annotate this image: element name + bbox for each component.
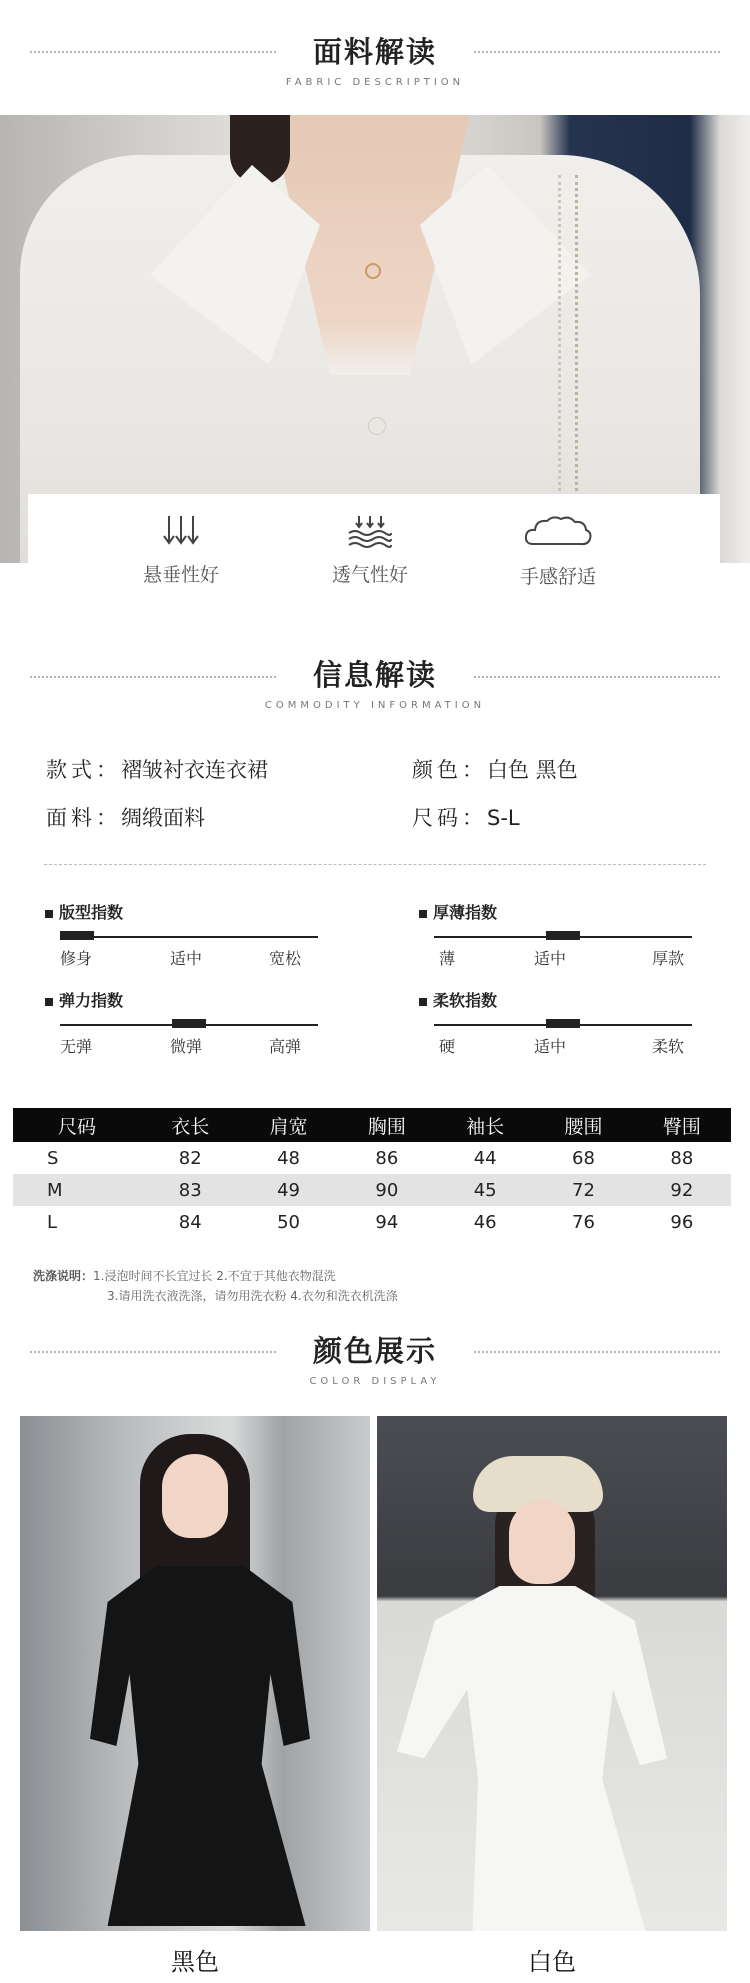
size-cell: 83 [141,1174,239,1206]
necklace-pendant [365,263,381,279]
size-cell: 76 [572,1211,595,1233]
face-shape [162,1454,228,1538]
wave-breathable-icon [347,514,393,548]
square-bullet-icon [45,910,53,918]
size-cell: 82 [178,1147,202,1169]
index-bar [434,936,692,938]
size-cell: 44 [473,1147,497,1169]
info-fabric-value: 绸缎面料 [121,806,205,830]
index-options [45,1034,335,1054]
color-section-title [0,1329,750,1387]
fabric-title-en: FABRIC DESCRIPTION [285,77,465,88]
dress-shape [397,1586,667,1931]
size-cell: 94 [375,1211,399,1233]
info-size [412,802,520,832]
size-cell: 46 [473,1211,497,1233]
info-title-zh: 信息解读 [312,658,437,692]
info-color-key: 颜色： [412,758,487,782]
size-cell: 68 [572,1147,595,1169]
care-key: 洗涤说明： [33,1269,94,1283]
size-header-cell: 臀围 [633,1108,731,1142]
index-option: 厚款 [652,949,685,968]
size-header-cell: 腰围 [534,1108,632,1142]
index-marker [172,1019,206,1028]
cloud-soft-icon [523,514,593,550]
index-option: 硬 [439,1037,456,1056]
info-section-title [0,653,750,711]
index-title [45,988,335,1011]
info-color [412,754,578,784]
care-instructions [33,1266,398,1306]
size-cell: M [13,1174,141,1206]
face-shape [509,1500,575,1584]
feature-label: 透气性好 [331,564,408,586]
index-bar [60,1024,318,1026]
index-options [419,1034,709,1054]
size-header-cell: 尺码 [13,1108,141,1142]
size-cell: 96 [670,1211,694,1233]
square-bullet-icon [45,998,53,1006]
dress-shape [90,1566,310,1926]
index-options [419,946,709,966]
size-cell: 72 [534,1174,632,1206]
index-fit [45,900,335,966]
size-cell: 90 [338,1174,436,1206]
size-table-header [13,1108,731,1142]
info-fabric-key: 面料： [46,806,121,830]
info-divider [44,864,706,865]
size-cell: 92 [633,1174,731,1206]
index-title-text: 厚薄指数 [433,903,498,922]
index-marker [546,1019,580,1028]
feature-label: 悬垂性好 [142,564,219,586]
size-cell: 49 [239,1174,337,1206]
index-title [419,988,709,1011]
size-cell: S [47,1147,59,1169]
info-fabric [46,802,205,832]
index-option: 无弹 [60,1037,93,1056]
color-title-en: COLOR DISPLAY [309,1376,441,1387]
care-line-2 [33,1286,398,1306]
square-bullet-icon [419,998,427,1006]
table-row [13,1174,731,1206]
index-title-text: 版型指数 [59,903,124,922]
size-cell: 45 [436,1174,534,1206]
info-size-key: 尺码： [412,806,487,830]
black-dress-photo [20,1416,370,1931]
index-option: 薄 [439,949,456,968]
square-bullet-icon [419,910,427,918]
size-cell: 84 [178,1211,202,1233]
info-style [46,754,268,784]
index-bar [434,1024,692,1026]
index-thickness [419,900,709,966]
info-title-en: COMMODITY INFORMATION [264,700,486,711]
color-caption-white: 白色 [528,1948,576,1976]
index-option: 适中 [170,949,203,968]
care-text: 1.浸泡时间不长宜过长 2.不宜于其他衣物混洗 [93,1269,336,1283]
size-header-cell: 胸围 [338,1108,436,1142]
white-dress-photo [377,1416,727,1931]
info-size-value: S-L [487,806,520,830]
index-title-text: 弹力指数 [59,991,124,1010]
size-header-cell: 袖长 [436,1108,534,1142]
index-option: 修身 [60,949,93,968]
drape-arrows-icon [161,514,201,548]
feature-comfort [483,514,633,589]
color-caption-black: 黑色 [171,1948,219,1976]
care-line-1 [33,1266,398,1286]
index-title [45,900,335,923]
table-row [13,1142,731,1174]
index-option: 适中 [534,1037,567,1056]
shirt-button [368,417,386,435]
index-bar [60,936,318,938]
size-cell: 86 [375,1147,399,1169]
size-cell: 48 [277,1147,301,1169]
index-option: 适中 [534,949,567,968]
index-title [419,900,709,923]
info-color-value: 白色 黑色 [487,758,578,782]
table-row [13,1206,731,1238]
index-softness [419,988,709,1054]
index-option: 微弹 [170,1037,203,1056]
size-table [13,1108,731,1238]
index-elasticity [45,988,335,1054]
index-options [45,946,335,966]
feature-drape [106,514,256,587]
feature-label: 手感舒适 [519,566,596,588]
size-cell: L [47,1211,58,1233]
size-cell: 50 [277,1211,301,1233]
info-style-key: 款式： [46,758,121,782]
size-header-cell: 衣长 [141,1108,239,1142]
color-title-zh: 颜色展示 [312,1334,437,1368]
info-style-value: 褶皱衬衣连衣裙 [121,758,268,782]
size-header-cell: 肩宽 [239,1108,337,1142]
index-option: 柔软 [652,1037,685,1056]
fabric-title-zh: 面料解读 [312,35,437,69]
fabric-features [28,494,720,614]
index-marker [60,931,94,940]
feature-breathable [295,514,445,587]
index-marker [546,931,580,940]
index-option: 宽松 [269,949,302,968]
fabric-section-title [0,30,750,88]
care-text: 3.请用洗衣液洗涤，请勿用洗衣粉 4.衣勿和洗衣机洗涤 [107,1289,398,1303]
index-title-text: 柔软指数 [433,991,498,1010]
size-cell: 88 [670,1147,694,1169]
index-option: 高弹 [269,1037,302,1056]
